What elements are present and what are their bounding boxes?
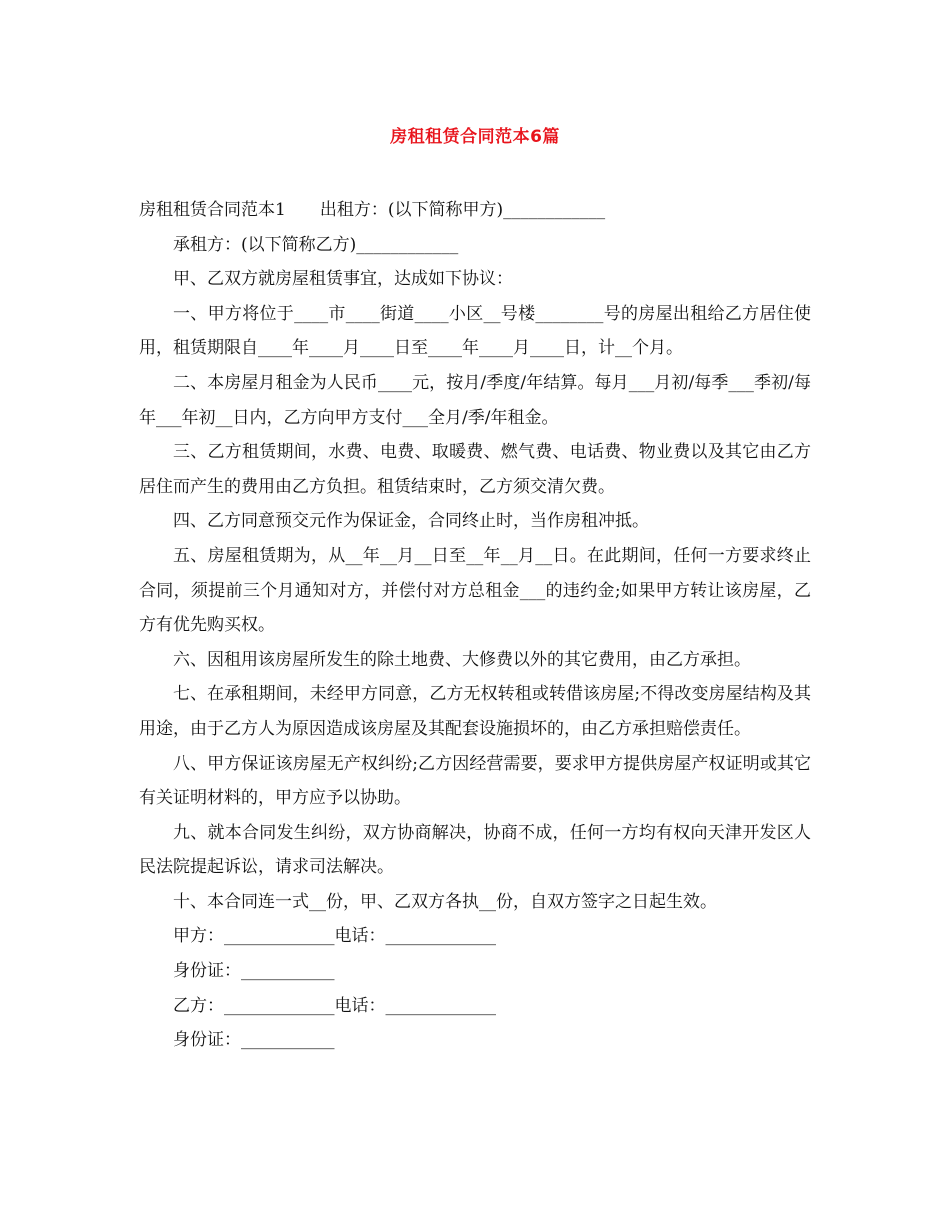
paragraph: 八、甲方保证该房屋无产权纠纷;乙方因经营需要，要求甲方提供房屋产权证明或其它有关证明材料的，甲方应予以协助。 (139, 753, 811, 809)
paragraph: 三、乙方租赁期间，水费、电费、取暖费、燃气费、电话费、物业费以及其它由乙方居住而产生的费用由乙方负担。租赁结束时，乙方须交清欠费。 (139, 442, 811, 497)
paragraph: 承租方：(以下简称乙方)____________ (173, 234, 459, 255)
paragraph: 甲、乙双方就房屋租赁事宜，达成如下协议： (173, 269, 513, 290)
signature-id-party-b: 身份证：___________ (173, 1030, 335, 1051)
paragraph: 一、甲方将位于____市____街道____小区__号楼________号的房屋出租给乙方居住使用，租赁期限自____年____月____日至____年____月____日，计__个月。 (139, 303, 811, 359)
paragraph: 五、房屋租赁期为，从__年__月__日至__年__月__日。在此期间，任何一方要求终止合同，须提前三个月通知对方，并偿付对方总租金___的违约金;如果甲方转让该房屋，乙方有优先购买权。 (139, 545, 811, 636)
signature-id-party-a: 身份证：___________ (173, 961, 335, 982)
signature-line-party-a: 甲方：_____________电话：_____________ (173, 926, 496, 947)
paragraph: 九、就本合同发生纠纷，双方协商解决，协商不成，任何一方均有权向天津开发区人民法院提起诉讼，请求司法解决。 (139, 822, 811, 878)
paragraph: 十、本合同连一式__份，甲、乙双方各执__份，自双方签字之日起生效。 (173, 891, 717, 912)
signature-line-party-b: 乙方：_____________电话：_____________ (173, 995, 496, 1016)
paragraph: 六、因租用该房屋所发生的除土地费、大修费以外的其它费用，由乙方承担。 (173, 649, 751, 670)
first-line: 房租租赁合同范本1 出租方：(以下简称甲方)____________ (139, 200, 606, 220)
paragraph: 四、乙方同意预交元作为保证金，合同终止时，当作房租冲抵。 (173, 511, 649, 532)
document-body (139, 193, 811, 1058)
paragraph: 七、在承租期间，未经甲方同意，乙方无权转租或转借该房屋;不得改变房屋结构及其用途，由于乙方人为原因造成该房屋及其配套设施损坏的，由乙方承担赔偿责任。 (139, 684, 811, 739)
paragraph: 二、本房屋月租金为人民币____元，按月/季度/年结算。每月___月初/每季___季初/每年___年初__日内，乙方向甲方支付___全月/季/年租金。 (139, 372, 811, 428)
document-title: 房租租赁合同范本6篇 (390, 127, 560, 147)
